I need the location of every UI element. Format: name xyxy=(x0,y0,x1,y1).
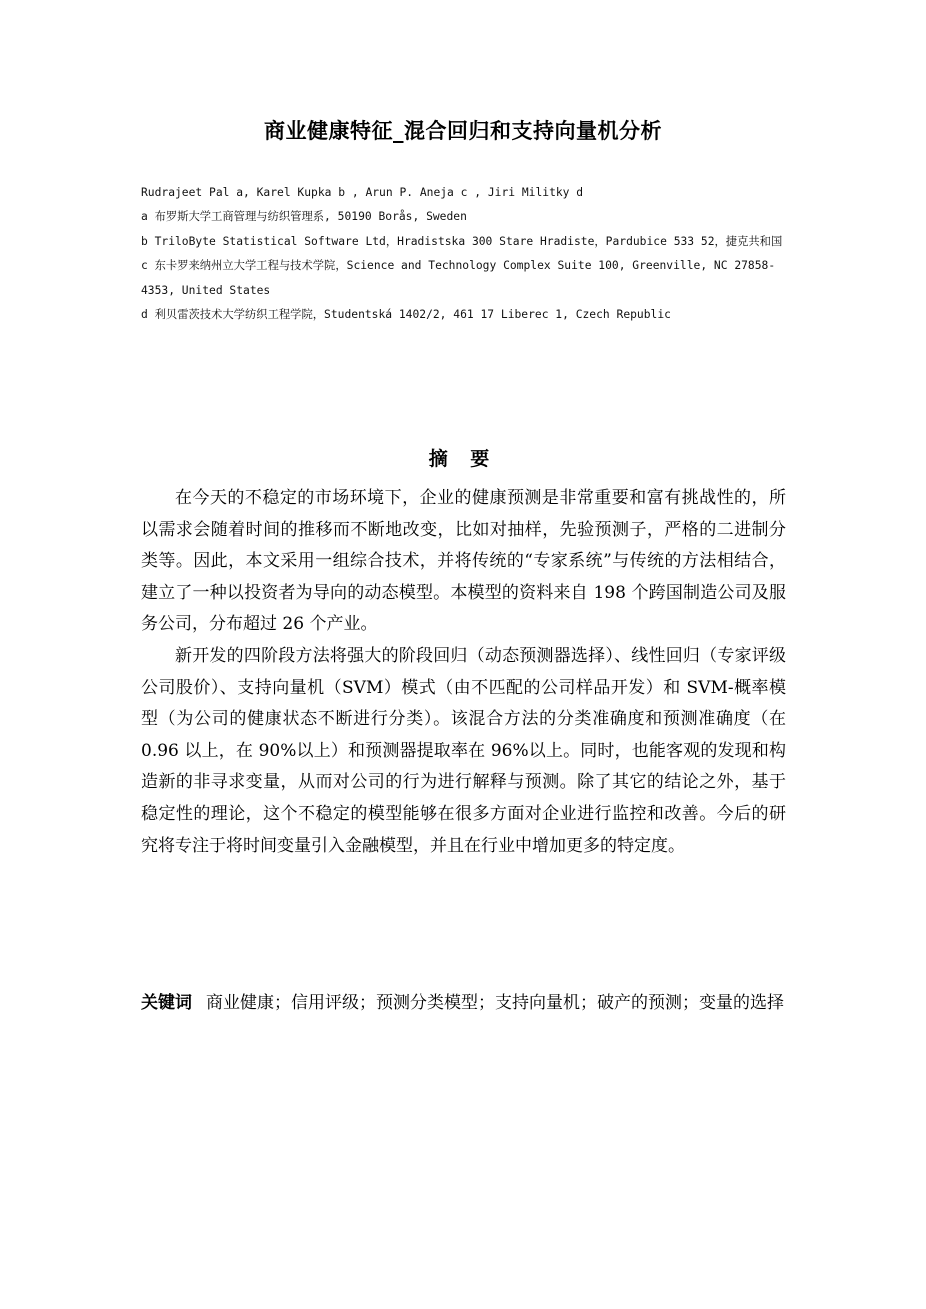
affiliation-d: d 利贝雷茨技术大学纺织工程学院，Studentská 1402/2, 461 17 Liberec 1, Czech Republic xyxy=(141,308,671,322)
author-affiliations xyxy=(141,181,796,327)
keywords-section xyxy=(141,987,786,1020)
abstract-paragraph-1: 在今天的不稳定的市场环境下，企业的健康预测是非常重要和富有挑战性的，所以需求会随着时间的推移而不断地改变，比如对抽样，先验预测子，严格的二进制分类等。因此，本文采用一组综合技术，并将传统的“专家系统”与传统的方法相结合，建立了一种以投资者为导向的动态模型。本模型的资料来自 198 个跨国制造公司及服务公司，分布超过 26 个产业。 xyxy=(141,488,786,635)
affiliation-c: c 东卡罗来纳州立大学工程与技术学院，Science and Technology Complex Suite 100, Greenville, NC 27858-4353, United States xyxy=(141,259,776,297)
author-list: Rudrajeet Pal a, Karel Kupka b , Arun P. Aneja c , Jiri Militky d xyxy=(141,186,584,199)
affiliation-a: a 布罗斯大学工商管理与纺织管理系, 50190 Borås, Sweden xyxy=(141,210,467,224)
abstract-body xyxy=(141,483,786,862)
keywords-text: 商业健康；信用评级；预测分类模型；支持向量机；破产的预测；变量的选择 xyxy=(206,993,784,1013)
abstract-paragraph-2: 新开发的四阶段方法将强大的阶段回归（动态预测器选择）、线性回归（专家评级公司股价）、支持向量机（SVM）模式（由不匹配的公司样品开发）和 SVM-概率模型（为公司的健康状态不断进行分类）。该混合方法的分类准确度和预测准确度（在 0.96 以上，在 90%以上）和预测器提取率在 96%以上。同时，也能客观的发现和构造新的非寻求变量，从而对公司的行为进行解释与预测。除了其它的结论之外，基于稳定性的理论，这个不稳定的模型能够在很多方面对企业进行监控和改善。今后的研究将专注于将时间变量引入金融模型，并且在行业中增加更多的特定度。 xyxy=(141,645,786,856)
paper-title: 商业健康特征_混合回归和支持向量机分析 xyxy=(264,119,662,143)
affiliation-b: b TriloByte Statistical Software Ltd，Hradistska 300 Stare Hradiste，Pardubice 533 52，捷克共和国 xyxy=(141,234,783,248)
abstract-heading: 摘 要 xyxy=(428,448,498,470)
keywords-label: 关键词 xyxy=(141,993,192,1013)
